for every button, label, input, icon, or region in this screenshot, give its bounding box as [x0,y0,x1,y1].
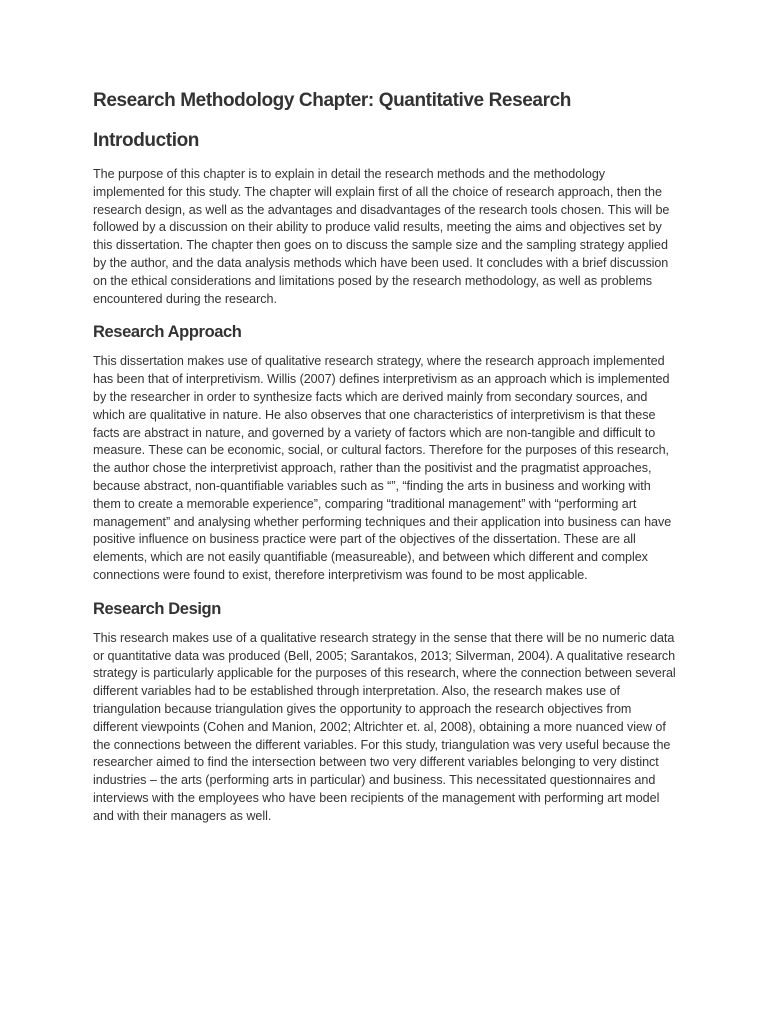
research-approach-heading: Research Approach [93,323,242,342]
introduction-heading: Introduction [93,130,200,151]
introduction-paragraph: The purpose of this chapter is to explain in detail the research methods and the methodology implemented for this study. The chapter will explain first of all the choice of research approach, then the research design, as well as the advantages and disadvantages of the research tools chosen. This will be followed by a discussion on their ability to produce valid results, meeting the aims and objectives set by this dissertation. The chapter then goes on to discuss the sample size and the sampling strategy applied by the author, and the data analysis methods which have been used. It concludes with a brief discussion on the ethical considerations and limitations posed by the research methodology, as well as problems encountered during the research. [93,167,670,306]
research-design-heading: Research Design [93,599,221,618]
research-approach-paragraph: This dissertation makes use of qualitative research strategy, where the research approach implemented has been that of interpretivism. Willis (2007) defines interpretivism as an approach which is implemented by the researcher in order to synthesize facts which are derived mainly from secondary sources, and which are qualitative in nature. He also observes that one characteristics of interpretivism is that these facts are abstract in nature, and governed by a variety of factors which are non-tangible and difficult to measure. These can be economic, social, or cultural factors. Therefore for the purposes of this research, the author chose the interpretivist approach, rather than the positivist and the pragmatist approaches, because abstract, non-quantifiable variables such as “”, “finding the arts in business and working with them to create a memorable experience”, comparing “traditional management” with “performing art management” and analysing whether performing techniques and their application into business can have positive influence on business practice were part of the objectives of the dissertation. These are all elements, which are not easily quantifiable (measureable), and between which different and complex connections were found to exist, therefore interpretivism was found to be most applicable. [93,354,672,582]
section-research-approach [93,321,678,584]
section-research-design [93,598,678,826]
research-design-paragraph: This research makes use of a qualitative research strategy in the sense that there will be no numeric data or quantitative data was produced (Bell, 2005; Sarantakos, 2013; Silverman, 2004). A qualitative research strategy is particularly applicable for the purposes of this research, where the connection between several different variables had to be established through interpretation. Also, the research makes use of triangulation because triangulation gives the opportunity to approach the research objectives from different viewpoints (Cohen and Manion, 2002; Altrichter et. al, 2008), obtaining a more nuanced view of the connections between the different variables. For this study, triangulation was very useful because the researcher aimed to find the intersection between two very different variables belonging to very distinct industries – the arts (performing arts in particular) and business. This necessitated questionnaires and interviews with the employees who have been recipients of the management with performing art model and with their managers as well. [93,630,676,823]
section-introduction [93,128,678,308]
document-title: Research Methodology Chapter: Quantitative Research [93,90,571,111]
document-page [93,88,678,839]
